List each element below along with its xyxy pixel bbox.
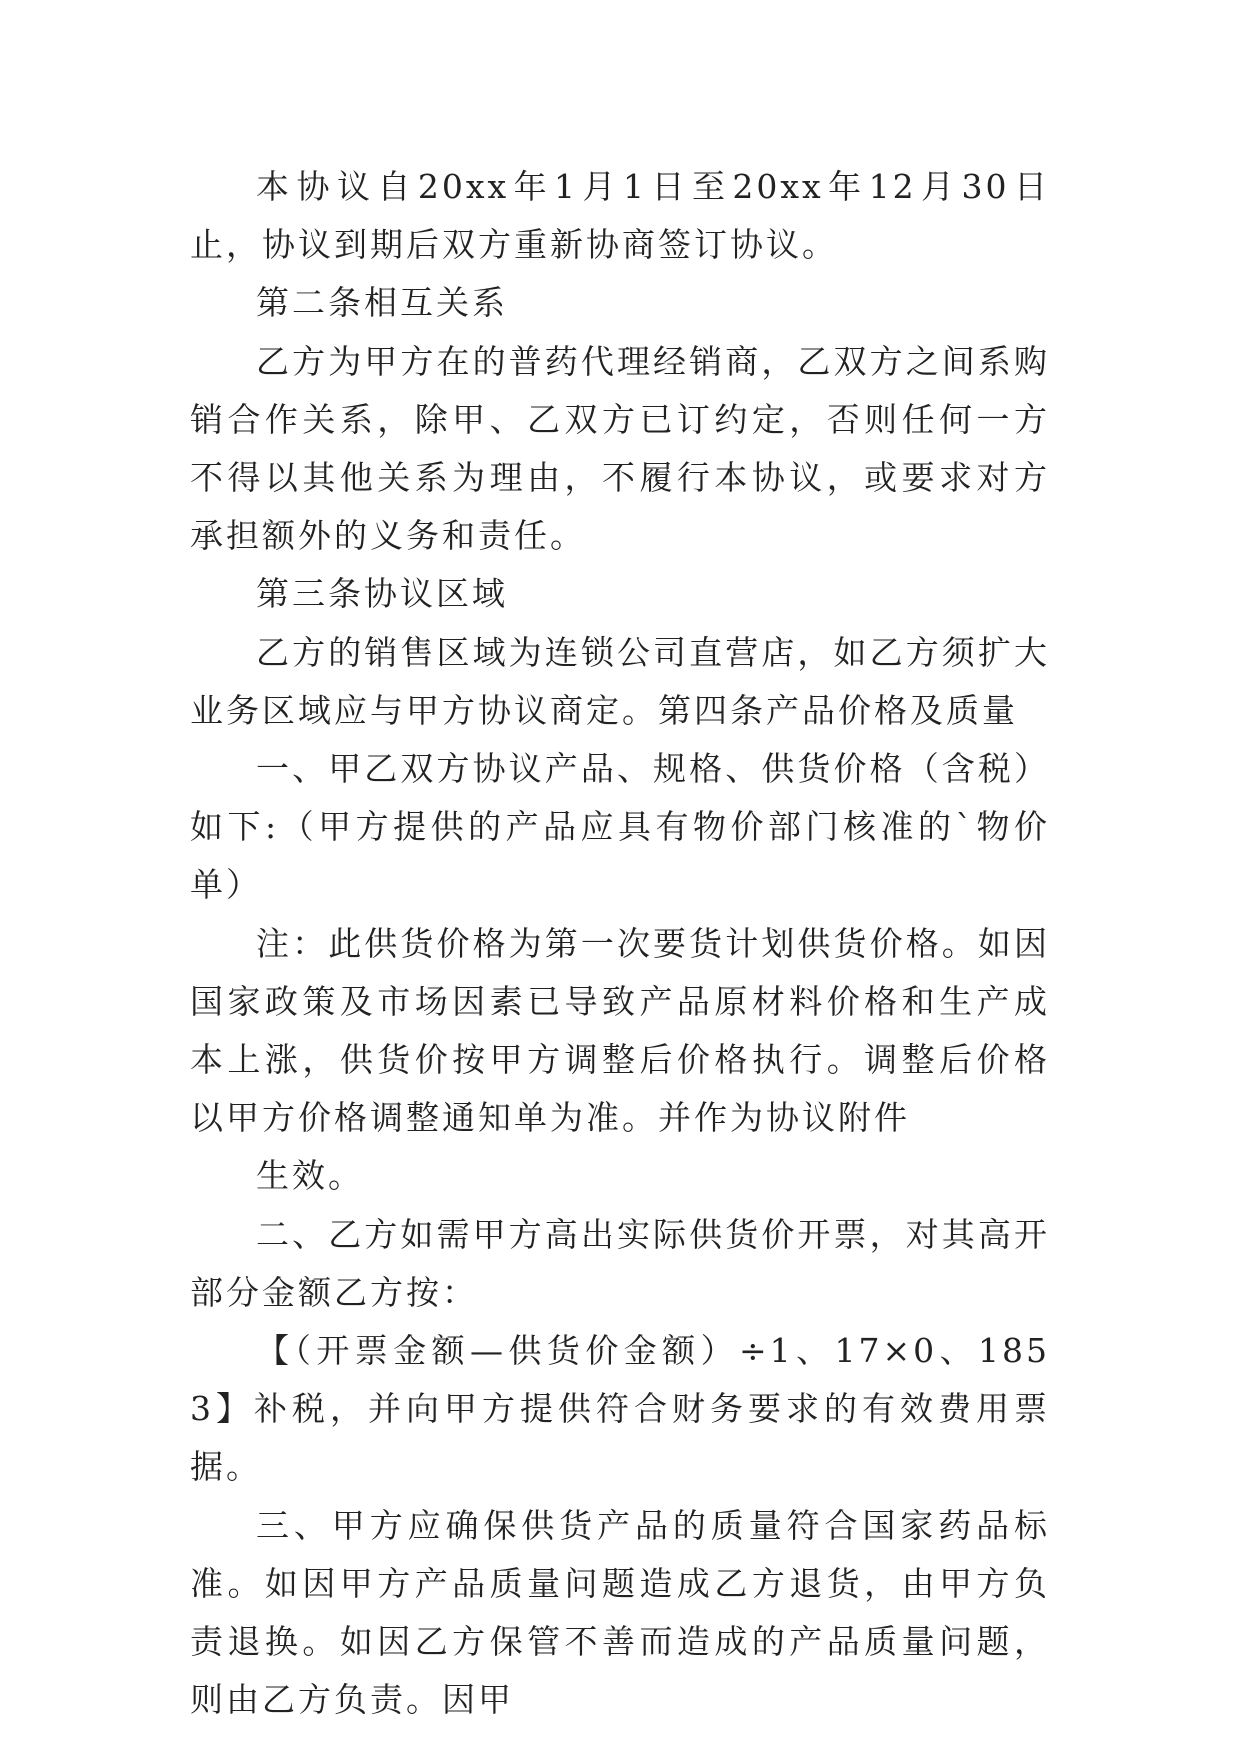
paragraph-tax-formula: 【（开票金额—供货价金额）÷1、17×0、1853】补税，并向甲方提供符合财务要求的有效费用票据。	[190, 1331, 1050, 1487]
heading-article-3: 第三条协议区域	[256, 574, 508, 614]
document-body	[190, 158, 1050, 1729]
paragraph-relationship: 乙方为甲方在的普药代理经销商，乙双方之间系购销合作关系，除甲、乙双方已订约定，否则任何一方不得以其他关系为理由，不履行本协议，或要求对方承担额外的义务和责任。	[190, 341, 1050, 556]
paragraph-invoice: 二、乙方如需甲方高出实际供货价开票，对其高开部分金额乙方按：	[190, 1214, 1050, 1312]
paragraph-term: 本协议自20xx年1月1日至20xx年12月30日止，协议到期后双方重新协商签订协议。	[190, 167, 1050, 265]
heading-article-2: 第二条相互关系	[256, 283, 508, 323]
paragraph-price-list: 一、甲乙双方协议产品、规格、供货价格（含税）如下:（甲方提供的产品应具有物价部门核准的`物价单）	[190, 749, 1050, 905]
paragraph-price-note: 注：此供货价格为第一次要货计划供货价格。如因国家政策及市场因素已导致产品原材料价格和生产成本上涨，供货价按甲方调整后价格执行。调整后价格以甲方价格调整通知单为准。并作为协议附件	[190, 923, 1050, 1138]
paragraph-quality: 三、甲方应确保供货产品的质量符合国家药品标准。如因甲方产品质量问题造成乙方退货，由甲方负责退换。如因乙方保管不善而造成的产品质量问题，则由乙方负责。因甲	[190, 1505, 1050, 1720]
paragraph-region: 乙方的销售区域为连锁公司直营店，如乙方须扩大业务区域应与甲方协议商定。第四条产品价格及质量	[190, 632, 1050, 730]
paragraph-effective: 生效。	[256, 1156, 364, 1196]
